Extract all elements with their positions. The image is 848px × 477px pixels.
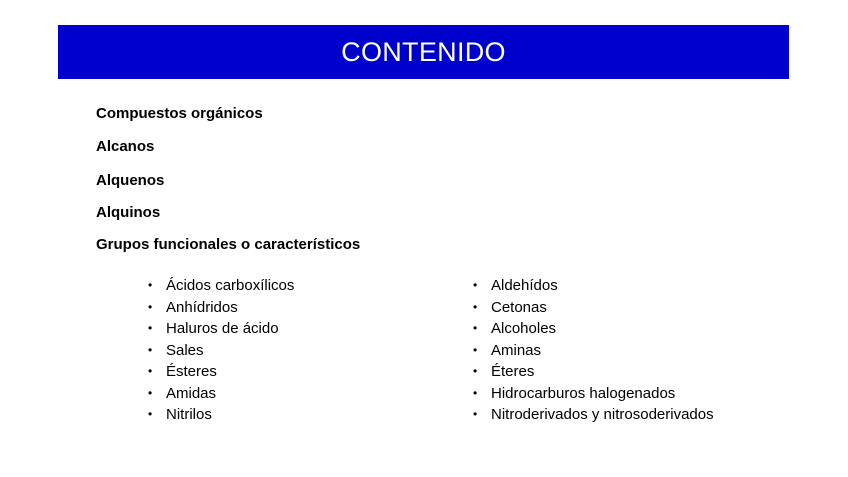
- list-item-label: Aldehídos: [491, 277, 558, 294]
- list-item: [473, 404, 714, 426]
- list-item: [148, 318, 294, 340]
- list-item: [473, 318, 714, 340]
- bullet-icon: •: [148, 321, 153, 335]
- bullet-icon: •: [148, 364, 153, 378]
- bullet-icon: •: [473, 321, 478, 335]
- functional-groups-list-left: [148, 275, 294, 426]
- bullet-icon: •: [473, 364, 478, 378]
- heading-alcanos: Alcanos: [96, 138, 155, 155]
- list-item: [148, 404, 294, 426]
- bullet-icon: •: [148, 278, 153, 292]
- list-item-label: Nitrilos: [166, 406, 212, 423]
- list-item: [473, 361, 714, 383]
- list-item: [148, 361, 294, 383]
- bullet-icon: •: [473, 342, 478, 357]
- bullet-icon: •: [473, 407, 478, 421]
- slide-title: CONTENIDO: [341, 36, 506, 67]
- list-item-label: Amidas: [166, 384, 217, 402]
- list-item-label: Anhídridos: [166, 298, 238, 316]
- list-item: [473, 383, 714, 405]
- list-item: [148, 275, 294, 297]
- bullet-icon: •: [473, 278, 478, 292]
- heading-grupos-funcionales: Grupos funcionales o característicos: [96, 236, 361, 253]
- list-item-label: Cetonas: [491, 298, 547, 316]
- bullet-icon: •: [148, 385, 153, 400]
- list-item-label: Aminas: [491, 341, 542, 359]
- list-item-label: Alcoholes: [491, 320, 557, 337]
- list-item: [473, 340, 714, 362]
- list-item-label: Ácidos carboxílicos: [166, 277, 295, 294]
- list-item: [473, 297, 714, 319]
- bullet-icon: •: [148, 407, 153, 421]
- list-item: [473, 275, 714, 297]
- list-item: [148, 340, 294, 362]
- heading-compuestos-organicos: Compuestos orgánicos: [96, 105, 263, 122]
- list-item: [148, 383, 294, 405]
- list-item-label: Haluros de ácido: [166, 320, 279, 337]
- list-item-label: Nitroderivados y nitrosoderivados: [491, 406, 714, 423]
- bullet-icon: •: [148, 342, 153, 357]
- heading-alquinos: Alquinos: [96, 204, 161, 221]
- list-item-label: Éteres: [491, 363, 535, 380]
- list-item: [148, 297, 294, 319]
- functional-groups-list-right: [473, 275, 714, 426]
- bullet-icon: •: [473, 299, 478, 314]
- bullet-icon: •: [473, 385, 478, 400]
- list-item-label: Hidrocarburos halogenados: [491, 384, 676, 402]
- heading-alquenos: Alquenos: [96, 172, 165, 189]
- list-item-label: Sales: [166, 341, 204, 359]
- list-item-label: Ésteres: [166, 363, 217, 380]
- title-bar: [58, 25, 789, 79]
- bullet-icon: •: [148, 299, 153, 314]
